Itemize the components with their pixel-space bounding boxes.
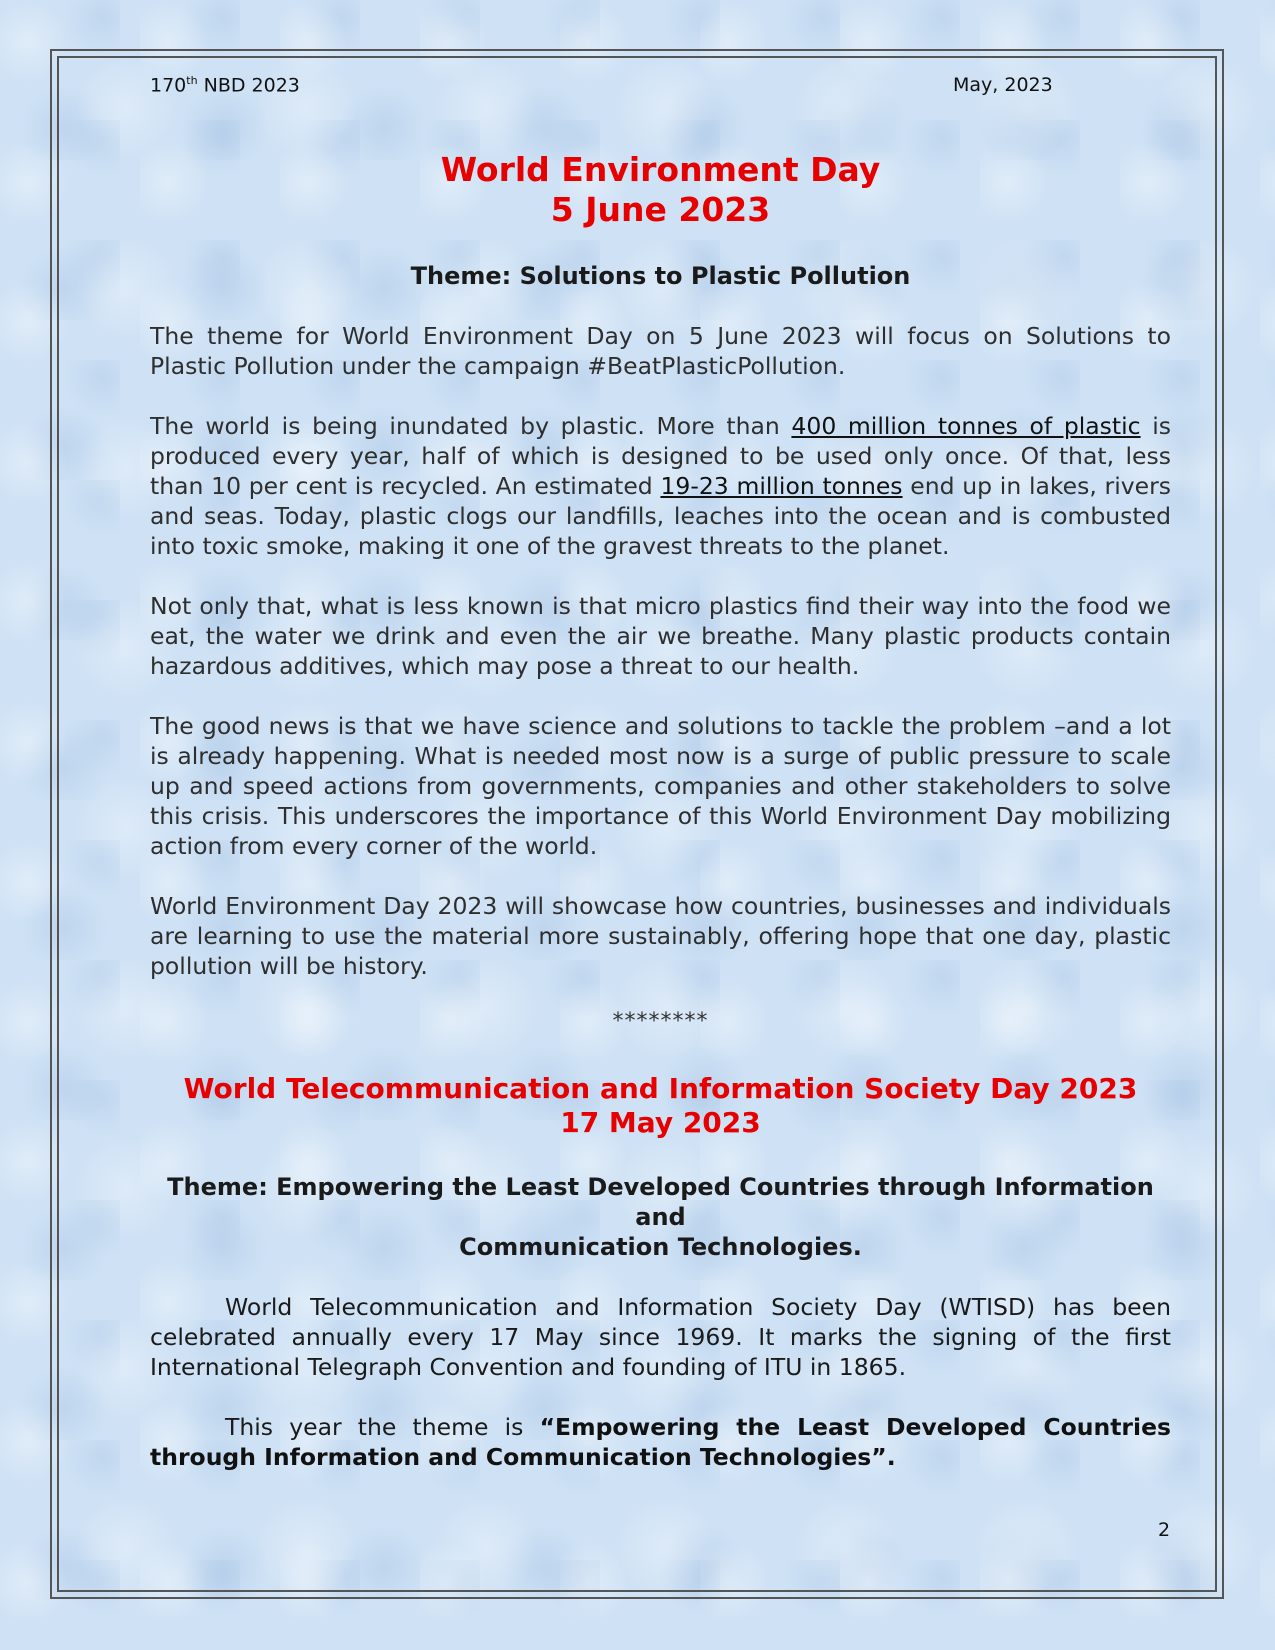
section1-title-line2: 5 June 2023 (550, 190, 771, 229)
section1-paragraph-4: The good news is that we have science and solutions to tackle the problem –and a lot is already happening. What is needed most now is a surge of public pressure to scale up and speed actions from governments, companies and other stakeholders to solve this crisis. This underscores the importance of this World Environment Day mobilizing action from every corner of the world. (150, 712, 1171, 860)
section2-paragraph-2 (150, 1412, 1171, 1472)
section1-paragraph-1: The theme for World Environment Day on 5 June 2023 will focus on Solutions to Plastic Pollution under the campaign #BeatPlasticPollution. (150, 322, 1171, 380)
section2-p2-text: This year the theme is (225, 1413, 540, 1441)
section2-title-line2: 17 May 2023 (560, 1106, 761, 1139)
page-number: 2 (1158, 1519, 1171, 1541)
section1-paragraph-3: Not only that, what is less known is that micro plastics find their way into the food we eat, the water we drink and even the air we breathe. Many plastic products contain hazardous additives, which may pose a threat to our health. (150, 592, 1171, 680)
section1-p2-text-b: is produced every year, half of which is designed to be used only once. Of that, less than 10 per cent is recycled. An estimated (150, 412, 1171, 500)
section1-paragraph-5: World Environment Day 2023 will showcase how countries, businesses and individuals are learning to use the material more sustainably, offering hope that one day, plastic pollution will be history. (150, 892, 1171, 980)
header-edition-ordinal: th (186, 74, 198, 87)
header-date: May, 2023 (953, 74, 1053, 96)
section1-p2-underline-1: 400 million tonnes of plastic (791, 412, 1141, 440)
section1-p2-underline-2: 19-23 million tonnes (660, 472, 903, 500)
section1-title (150, 150, 1171, 230)
header-edition-label: NBD 2023 (197, 74, 300, 97)
header-edition (150, 74, 300, 96)
section-separator: ******** (612, 1009, 709, 1034)
header-edition-number: 170 (150, 74, 187, 97)
section1-paragraph-2 (150, 411, 1171, 561)
section1-title-line1: World Environment Day (440, 150, 881, 189)
section2-theme (150, 1172, 1171, 1262)
section2-theme-line1: Theme: Empowering the Least Developed Countries through Information and (167, 1173, 1154, 1231)
page-content (150, 150, 1171, 1472)
section1-theme: Theme: Solutions to Plastic Pollution (410, 262, 911, 290)
section2-title (150, 1072, 1171, 1140)
section2-p2-bold: “Empowering the Least Developed Countries through Information and Communication Technologies”. (150, 1413, 1171, 1471)
section1-p2-text-a: The world is being inundated by plastic. More than (150, 412, 792, 440)
section1-p2-text-c: end up in lakes, rivers and seas. Today, plastic clogs our landfills, leaches into the ocean and is combusted into toxic smoke, making it one of the gravest threats to the planet. (150, 472, 1172, 560)
section2-title-line1: World Telecommunication and Information Society Day 2023 (183, 1072, 1138, 1105)
section2-paragraph-1: World Telecommunication and Information Society Day (WTISD) has been celebrated annually every 17 May since 1969. It marks the signing of the first International Telegraph Convention and founding of ITU in 1865. (150, 1293, 1171, 1381)
section2-theme-line2: Communication Technologies. (459, 1233, 862, 1261)
